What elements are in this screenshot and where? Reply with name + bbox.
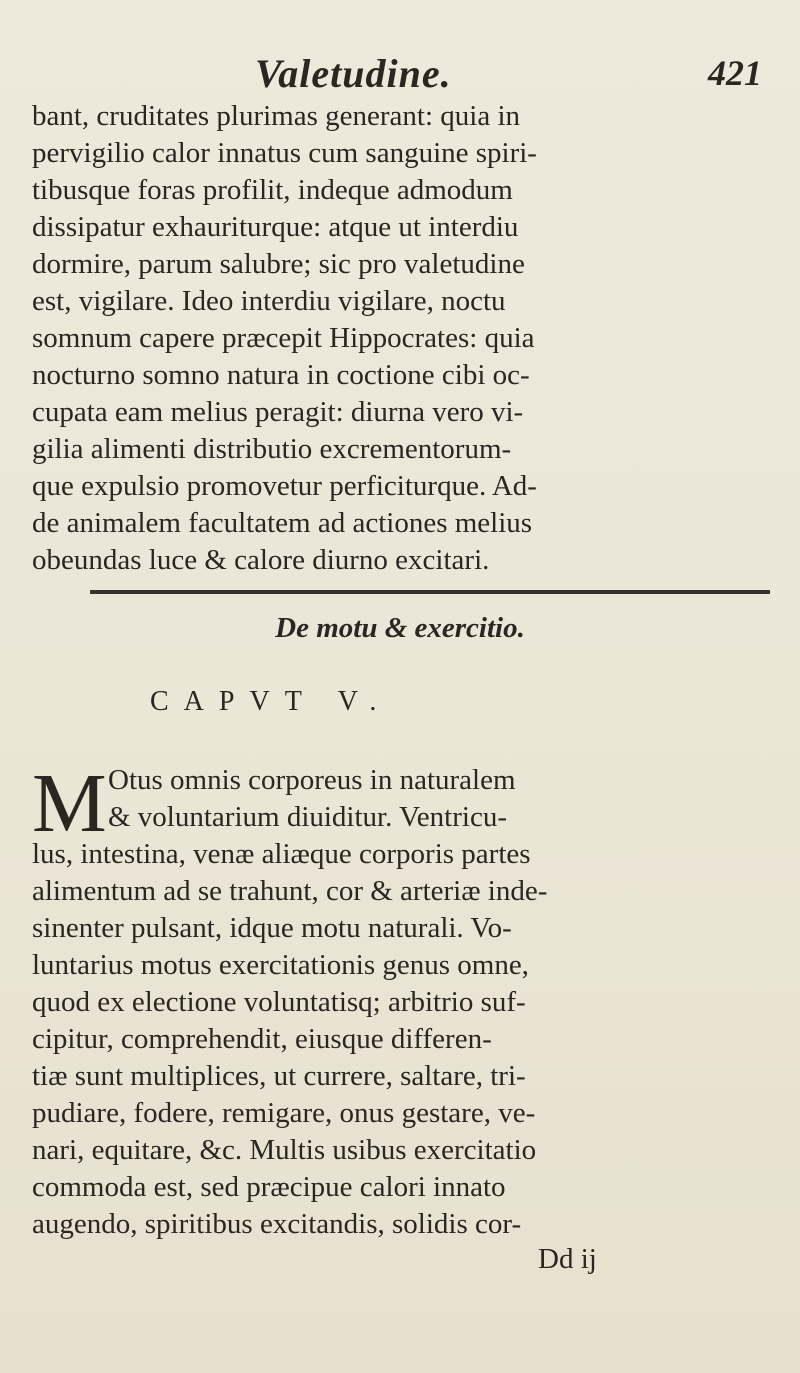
text-line: cipitur, comprehendit, eiusque differen- — [32, 1023, 492, 1055]
text-line: nocturno somno natura in coctione cibi oc- — [32, 359, 530, 391]
text-line: que expulsio promovetur perficiturque. Ad- — [32, 470, 537, 502]
chapter-heading: CAPVT V. — [150, 686, 392, 717]
text-line: dissipatur exhauriturque: atque ut interdiu — [32, 211, 519, 243]
text-line: & voluntarium diuiditur. Ventricu- — [108, 801, 507, 833]
text-line: bant, cruditates plurimas generant: quia in — [32, 100, 521, 132]
text-line: tibusque foras profilit, indeque admodum — [32, 174, 513, 206]
text-line: Otus omnis corporeus in naturalem — [108, 764, 516, 796]
text-line: quod ex electione voluntatisq; arbitrio suf- — [32, 986, 526, 1018]
text-line: commoda est, sed præcipue calori innato — [32, 1171, 506, 1203]
text-line: tiæ sunt multiplices, ut currere, saltare, tri- — [32, 1060, 526, 1092]
text-line: sinenter pulsant, idque motu naturali. Vo- — [32, 912, 512, 944]
text-line: augendo, spiritibus excitandis, solidis cor- — [32, 1208, 522, 1240]
page-header — [0, 50, 800, 100]
text-line: nari, equitare, &c. Multis usibus exercitatio — [32, 1134, 537, 1166]
page-number: 421 — [708, 53, 762, 93]
text-line: lus, intestina, venæ aliæque corporis partes — [32, 838, 531, 870]
text-line: somnum capere præcepit Hippocrates: quia — [32, 322, 535, 354]
section-divider — [90, 590, 770, 594]
text-line: gilia alimenti distributio excrementorum- — [32, 433, 512, 465]
drop-capital: M — [32, 757, 107, 850]
text-line: pervigilio calor innatus cum sanguine spiri- — [32, 137, 537, 169]
running-title: Valetudine. — [255, 51, 452, 96]
text-line: de animalem facultatem ad actiones melius — [32, 507, 533, 539]
text-line: pudiare, fodere, remigare, onus gestare, ve- — [32, 1097, 536, 1129]
catchword: Dd ij — [538, 1243, 597, 1275]
text-line: obeundas luce & calore diurno excitari. — [32, 544, 490, 576]
text-line: cupata eam melius peragit: diurna vero vi- — [32, 396, 524, 428]
text-line: est, vigilare. Ideo interdiu vigilare, noctu — [32, 285, 506, 317]
text-line: dormire, parum salubre; sic pro valetudine — [32, 248, 525, 280]
text-line: luntarius motus exercitationis genus omne, — [32, 949, 529, 981]
section-title: De motu & exercitio. — [275, 612, 525, 644]
text-line: alimentum ad se trahunt, cor & arteriæ inde- — [32, 875, 548, 907]
